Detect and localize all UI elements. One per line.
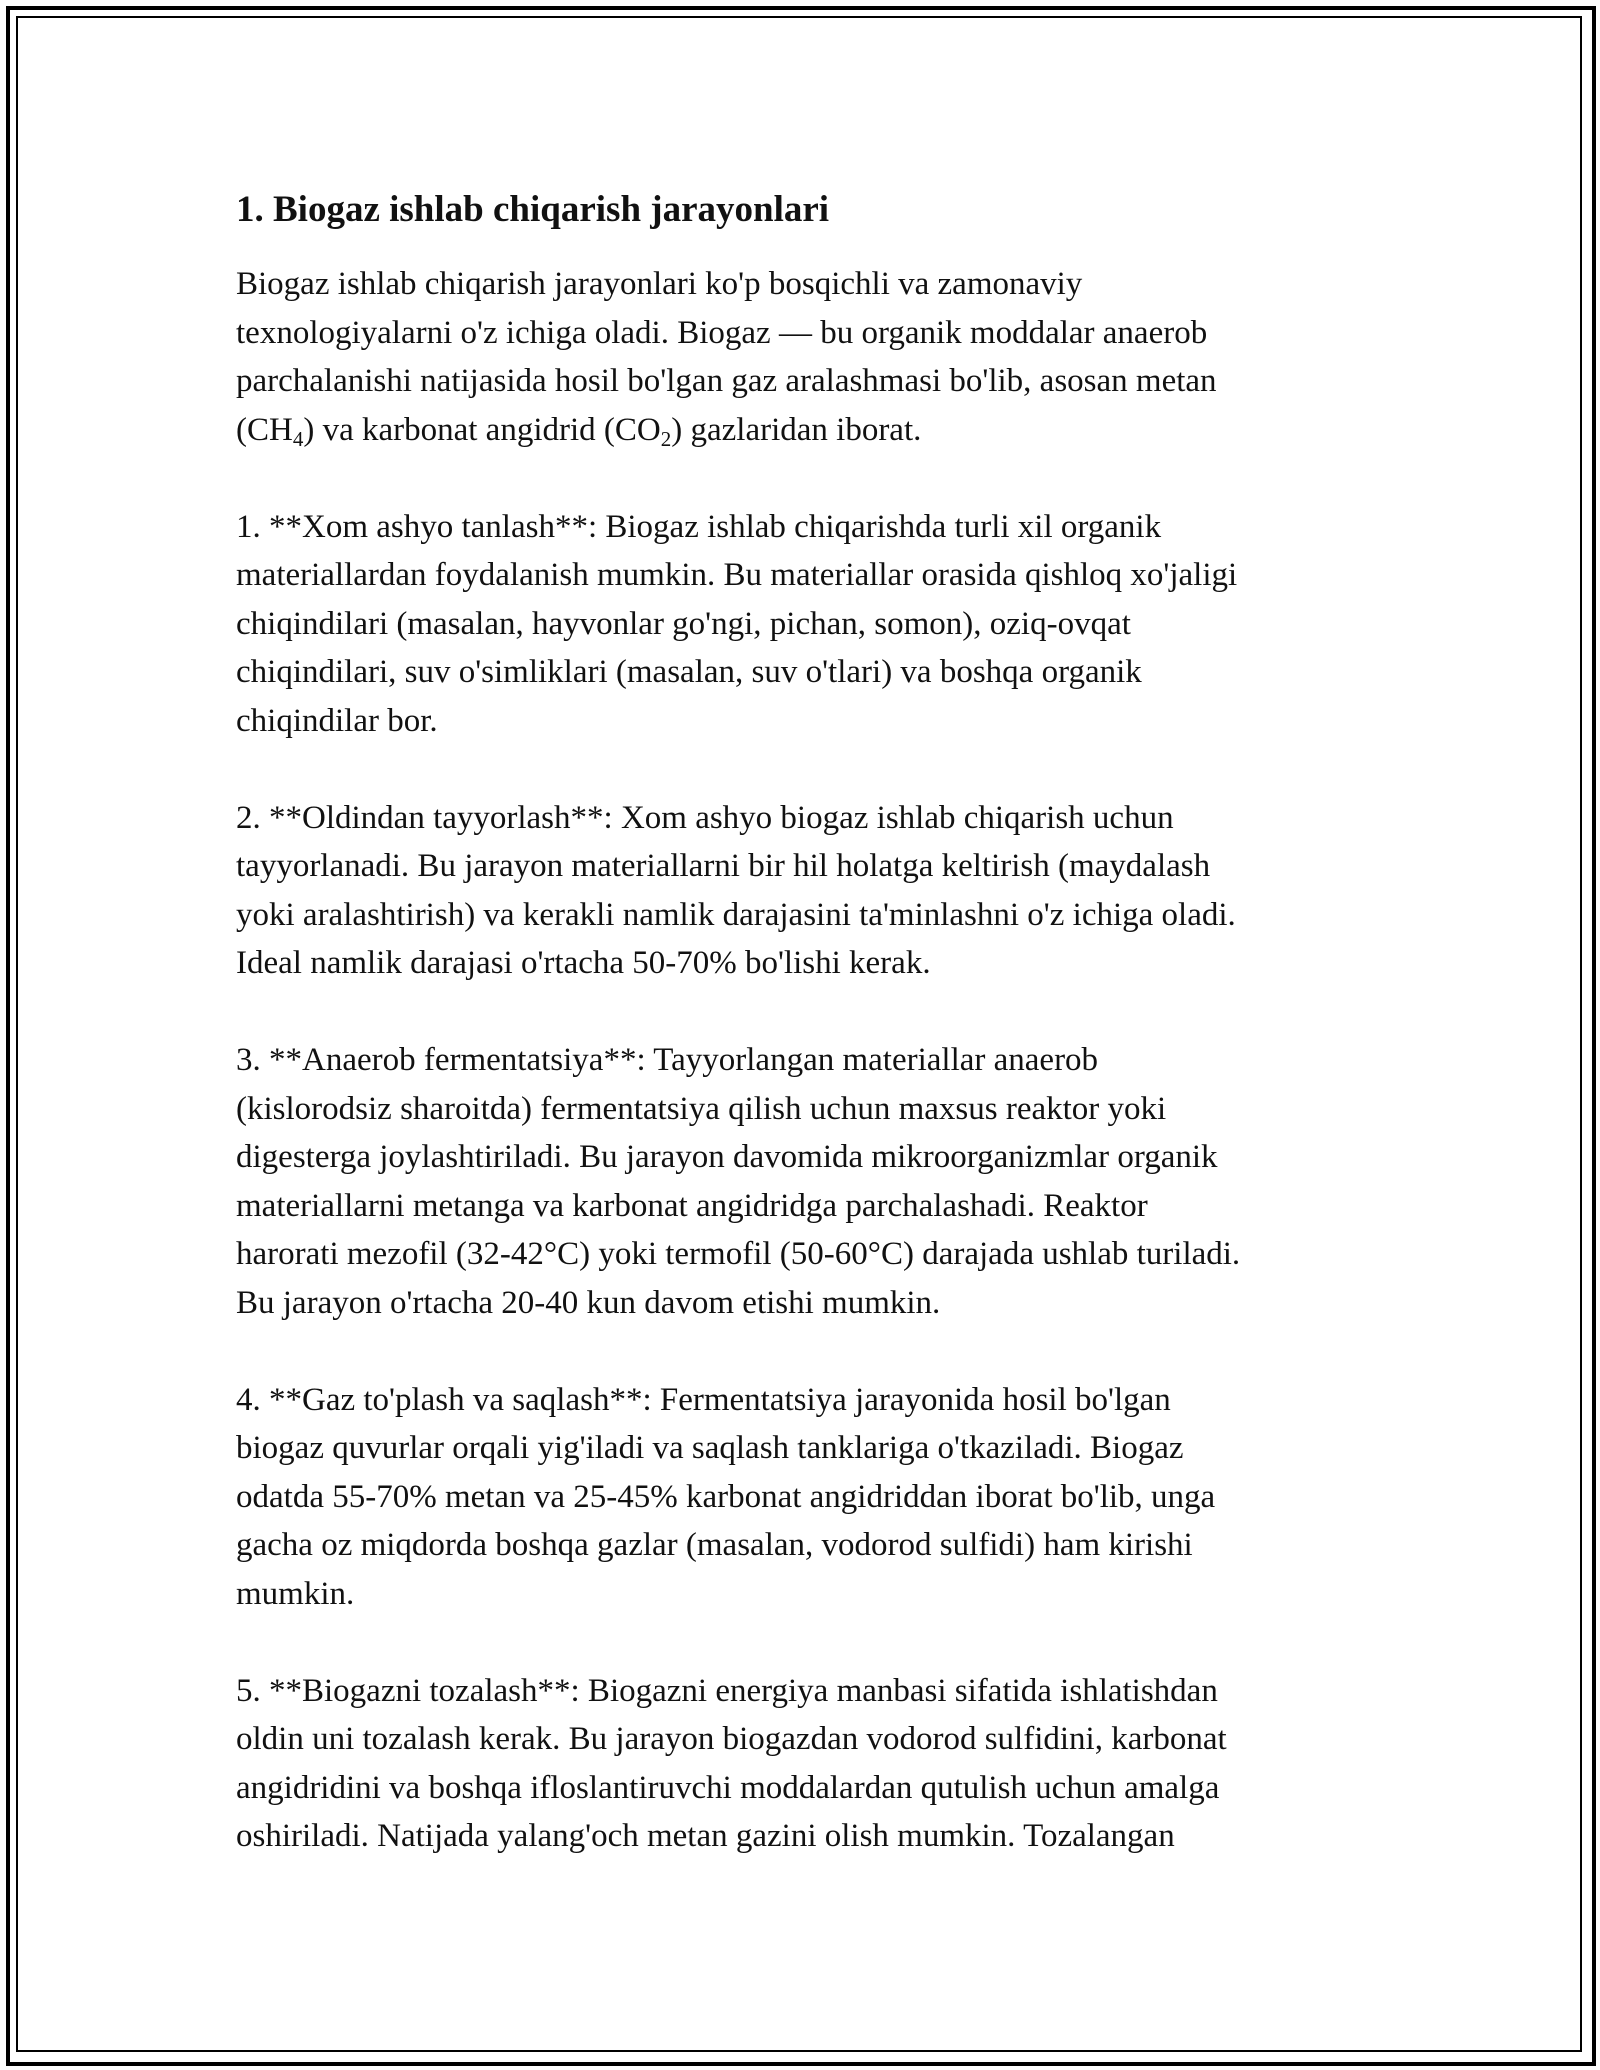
- intro-paragraph: [236, 260, 1356, 454]
- document-body: [236, 186, 1356, 1861]
- step-paragraph-3: 3. **Anaerob fermentatsiya**: Tayyorlangan materiallar anaerob (kislorodsiz sharoitda) fermentatsiya qilish uchun maxsus reaktor yoki digesterga joylashtiriladi. Bu jarayon davomida mikroorganizmlar organik materiallarni metanga va karbonat angidridga parchalashadi. Reaktor harorati mezofil (32-42°C) yoki termofil (50-60°C) darajada ushlab turiladi. Bu jarayon o'rtacha 20-40 kun davom etishi mumkin.: [236, 1042, 1241, 1321]
- subscript-4: 4: [292, 426, 304, 451]
- intro-line-4c: ) gazlaridan iborat.: [671, 411, 922, 448]
- section-heading: 1. Biogaz ishlab chiqarish jarayonlari: [236, 189, 830, 230]
- intro-line-4a: (CH: [236, 411, 293, 448]
- intro-line-1: Biogaz ishlab chiqarish jarayonlari ko'p bosqichli va zamonaviy: [236, 266, 1083, 302]
- intro-line-4b: ) va karbonat angidrid (CO: [303, 411, 661, 448]
- subscript-2: 2: [660, 426, 672, 451]
- step-paragraph-5: 5. **Biogazni tozalash**: Biogazni energiya manbasi sifatida ishlatishdan oldin uni tozalash kerak. Bu jarayon biogazdan vodorod sulfidini, karbonat angidridini va boshqa ifloslantiruvchi moddalardan qutulish uchun amalga oshiriladi. Natijada yalang'och metan gazini olish mumkin. Tozalangan: [236, 1672, 1227, 1854]
- step-paragraph-2: 2. **Oldindan tayyorlash**: Xom ashyo biogaz ishlab chiqarish uchun tayyorlanadi. Bu jarayon materiallarni bir hil holatga keltirish (maydalash yoki aralashtirish) va kerakli namlik darajasini ta'minlashni o'z ichiga oladi. Ideal namlik darajasi o'rtacha 50-70% bo'lishi kerak.: [236, 799, 1236, 981]
- intro-line-2: texnologiyalarni o'z ichiga oladi. Biogaz — bu organik moddalar anaerob: [236, 314, 1208, 351]
- step-paragraph-1: 1. **Xom ashyo tanlash**: Biogaz ishlab chiqarishda turli xil organik materiallardan foydalanish mumkin. Bu materiallar orasida qishloq xo'jaligi chiqindilari (masalan, hayvonlar go'ngi, pichan, somon), oziq-ovqat chiqindilari, suv o'simliklari (masalan, suv o'tlari) va boshqa organik chiqindilar bor.: [236, 508, 1238, 739]
- step-paragraph-4: 4. **Gaz to'plash va saqlash**: Fermentatsiya jarayonida hosil bo'lgan biogaz quvurlar orqali yig'iladi va saqlash tanklariga o'tkaziladi. Biogaz odatda 55-70% metan va 25-45% karbonat angidriddan iborat bo'lib, unga gacha oz miqdorda boshqa gazlar (masalan, vodorod sulfidi) ham kirishi mumkin.: [236, 1381, 1216, 1612]
- intro-line-3: parchalanishi natijasida hosil bo'lgan gaz aralashmasi bo'lib, asosan metan: [236, 363, 1217, 399]
